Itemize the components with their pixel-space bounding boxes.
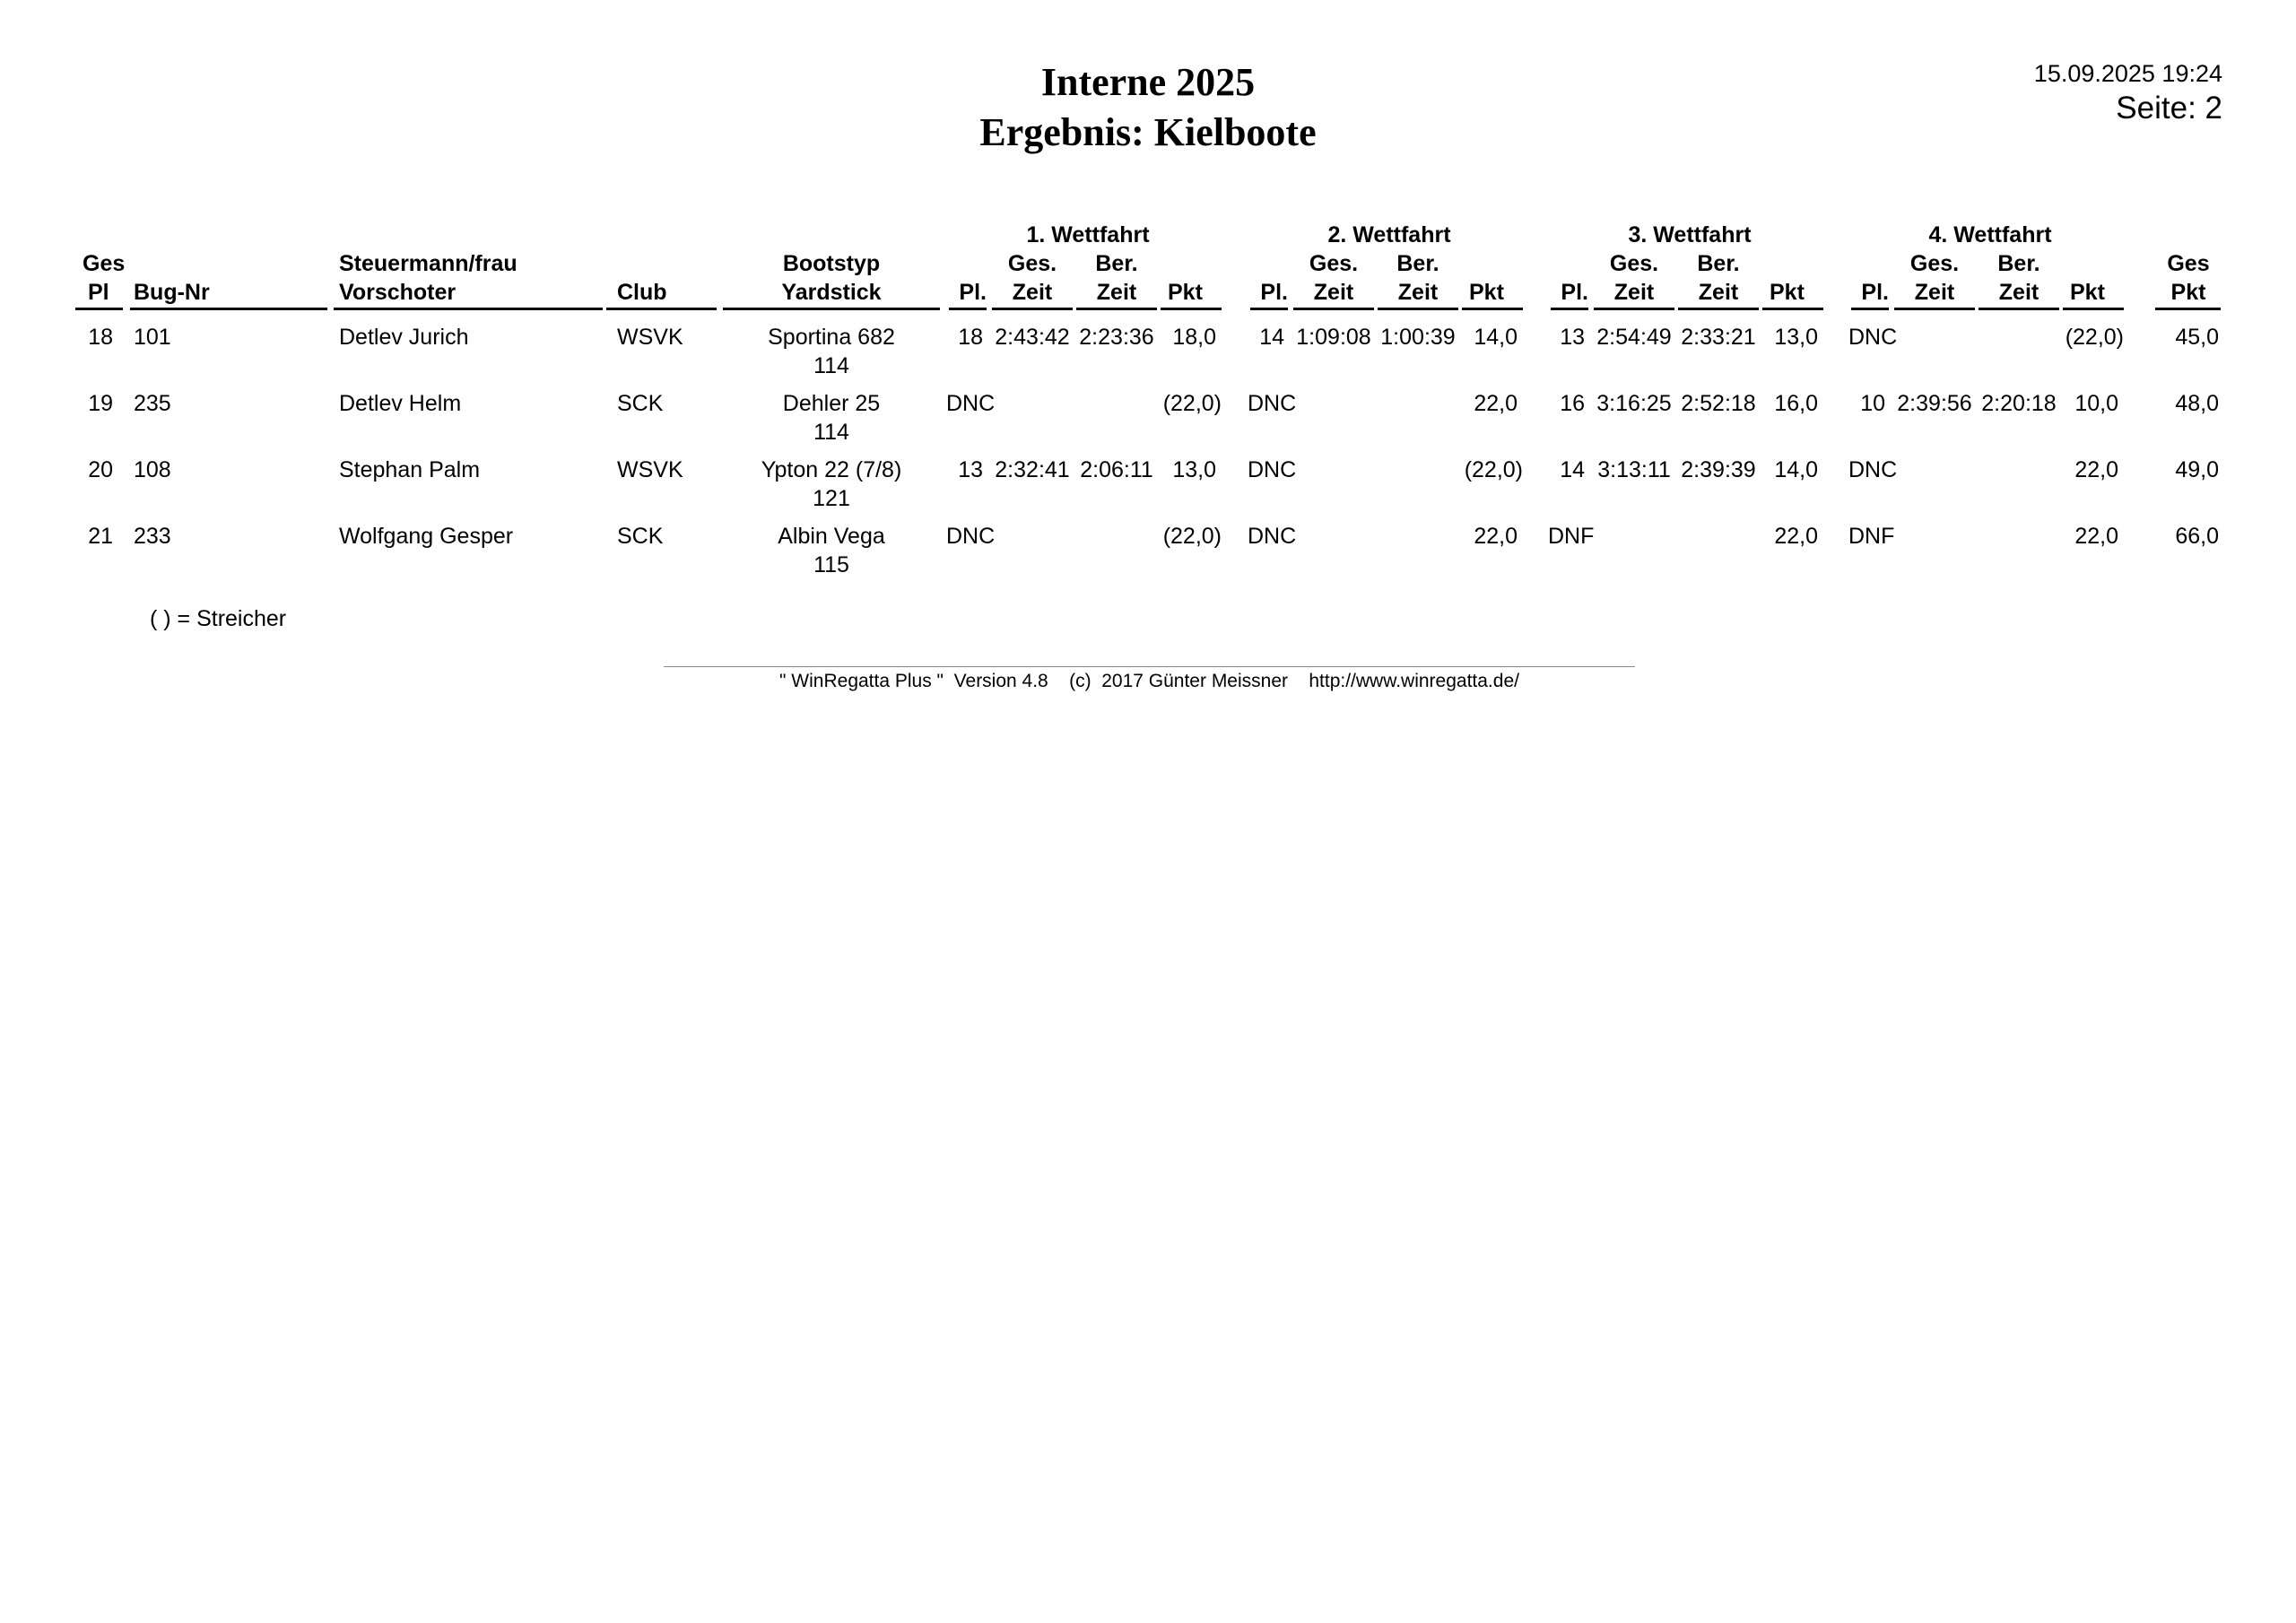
page-title: Interne 2025 (1040, 60, 1256, 104)
race-4-title: 4. Wettfahrt (1928, 222, 2052, 247)
row-sailor-name: Detlev Helm (339, 391, 462, 416)
race-2-header-ber: Ber. (1396, 251, 1439, 276)
row-race-1-points: 18,0 (1172, 325, 1216, 350)
row-race-2-place: DNC (1248, 457, 1297, 482)
header-underline (723, 308, 940, 310)
header-underline (992, 308, 1073, 310)
row-race-4-points: 10,0 (2074, 391, 2118, 416)
race-1-header-pkt: Pkt (1168, 280, 1203, 305)
row-race-3-ges-zeit: 3:16:25 (1596, 391, 1672, 416)
header-underline (1851, 308, 1889, 310)
row-race-3-ges-zeit: 2:54:49 (1596, 325, 1672, 350)
header-steuermann: Steuermann/frau (339, 251, 517, 276)
row-race-4-place: DNF (1848, 524, 1895, 549)
header-underline (75, 308, 123, 310)
row-boat-type: Sportina 682 (768, 325, 895, 350)
race-3-header-ber: Ber. (1697, 251, 1740, 276)
row-race-1-points: (22,0) (1162, 391, 1222, 416)
header-underline (1250, 308, 1288, 310)
race-3-header-ges: Ges. (1609, 251, 1659, 276)
print-date: 15.09.2025 19:24 (2033, 60, 2222, 87)
row-club: SCK (617, 391, 664, 416)
race-4-header-ber-zeit: Zeit (1998, 280, 2039, 305)
row-race-1-place: DNC (946, 391, 996, 416)
race-2-header-ges: Ges. (1309, 251, 1359, 276)
row-race-3-points: 14,0 (1774, 457, 1818, 482)
row-race-3-points: 13,0 (1774, 325, 1818, 350)
row-race-2-points: (22,0) (1464, 457, 1523, 482)
race-4-header-ges-zeit: Zeit (1914, 280, 1955, 305)
row-race-4-points: (22,0) (2065, 325, 2124, 350)
row-bug-nr: 235 (134, 391, 171, 416)
race-3-header-ges-zeit: Zeit (1613, 280, 1655, 305)
race-3-title: 3. Wettfahrt (1628, 222, 1752, 247)
row-race-1-points: (22,0) (1162, 524, 1222, 549)
row-race-4-place: 10 (1860, 391, 1885, 416)
row-total-points: 48,0 (2175, 391, 2219, 416)
race-1-header-pl: Pl. (959, 280, 987, 305)
header-bootstyp: Bootstyp (782, 251, 881, 276)
header-underline (949, 308, 987, 310)
row-boat-type: Albin Vega (778, 524, 885, 549)
row-yardstick: 121 (813, 486, 850, 511)
race-1-header-ges-zeit: Zeit (1012, 280, 1053, 305)
row-sailor-name: Stephan Palm (339, 457, 481, 482)
footer-divider (664, 666, 1635, 667)
header-underline (1161, 308, 1222, 310)
row-race-3-points: 16,0 (1774, 391, 1818, 416)
row-sailor-name: Detlev Jurich (339, 325, 469, 350)
row-race-2-place: DNC (1248, 524, 1297, 549)
header-ges: Ges (83, 251, 126, 276)
race-3-header-ber-zeit: Zeit (1698, 280, 1739, 305)
row-bug-nr: 101 (134, 325, 171, 350)
header-underline (1979, 308, 2059, 310)
header-underline (1762, 308, 1823, 310)
race-2-header-pkt: Pkt (1469, 280, 1504, 305)
row-race-4-points: 22,0 (2074, 524, 2118, 549)
legend-streicher: ( ) = Streicher (150, 606, 287, 631)
header-vorschoter: Vorschoter (339, 280, 457, 305)
race-1-header-ges: Ges. (1007, 251, 1057, 276)
row-total-points: 49,0 (2175, 457, 2219, 482)
header-underline (1594, 308, 1674, 310)
row-race-3-place: DNF (1548, 524, 1595, 549)
row-yardstick: 114 (813, 420, 849, 445)
row-race-1-ges-zeit: 2:43:42 (995, 325, 1070, 350)
race-2-title: 2. Wettfahrt (1327, 222, 1451, 247)
race-4-header-pkt: Pkt (2070, 280, 2105, 305)
row-boat-type: Dehler 25 (782, 391, 881, 416)
header-underline (1076, 308, 1157, 310)
race-4-header-pl: Pl. (1861, 280, 1889, 305)
race-4-header-ber: Ber. (1997, 251, 2040, 276)
page-number: Seite: 2 (2116, 91, 2222, 126)
header-underline (334, 308, 603, 310)
row-club: WSVK (617, 457, 683, 482)
race-1-header-ber: Ber. (1095, 251, 1138, 276)
row-race-3-ber-zeit: 2:33:21 (1681, 325, 1756, 350)
row-boat-type: Ypton 22 (7/8) (761, 457, 902, 482)
header-club: Club (617, 280, 667, 305)
row-race-3-ber-zeit: 2:39:39 (1681, 457, 1756, 482)
row-race-2-ges-zeit: 1:09:08 (1296, 325, 1371, 350)
header-underline (1894, 308, 1975, 310)
header-total-pkt: Pkt (2170, 280, 2206, 305)
row-race-1-place: 18 (958, 325, 983, 350)
row-club: SCK (617, 524, 664, 549)
row-race-2-points: 22,0 (1474, 391, 1518, 416)
race-2-header-pl: Pl. (1260, 280, 1288, 305)
row-race-2-points: 14,0 (1474, 325, 1518, 350)
page-subtitle: Ergebnis: Kielboote (979, 110, 1317, 154)
row-race-1-ber-zeit: 2:23:36 (1079, 325, 1154, 350)
row-race-3-ges-zeit: 3:13:11 (1597, 457, 1671, 482)
row-place: 18 (88, 325, 113, 350)
header-bug-nr: Bug-Nr (134, 280, 210, 305)
row-race-2-ber-zeit: 1:00:39 (1380, 325, 1456, 350)
row-race-3-place: 13 (1560, 325, 1585, 350)
row-race-4-place: DNC (1848, 457, 1898, 482)
header-underline (1551, 308, 1588, 310)
race-2-header-ges-zeit: Zeit (1313, 280, 1354, 305)
header-underline (1678, 308, 1759, 310)
header-underline (130, 308, 327, 310)
footer-credits: " WinRegatta Plus " Version 4.8 (c) 2017 Günter Meissner http://www.winregatta.de/ (779, 671, 1519, 691)
row-race-1-ber-zeit: 2:06:11 (1080, 457, 1153, 482)
row-race-4-ber-zeit: 2:20:18 (1981, 391, 2057, 416)
race-1-title: 1. Wettfahrt (1026, 222, 1150, 247)
header-underline (1462, 308, 1523, 310)
row-club: WSVK (617, 325, 683, 350)
header-underline (1378, 308, 1458, 310)
header-total-ges: Ges (2167, 251, 2210, 276)
row-race-2-place: DNC (1248, 391, 1297, 416)
row-race-1-ges-zeit: 2:32:41 (995, 457, 1070, 482)
header-underline (1293, 308, 1374, 310)
row-bug-nr: 108 (134, 457, 171, 482)
header-yardstick: Yardstick (781, 280, 882, 305)
row-place: 19 (88, 391, 113, 416)
row-race-3-place: 14 (1560, 457, 1585, 482)
row-sailor-name: Wolfgang Gesper (339, 524, 514, 549)
row-race-2-place: 14 (1259, 325, 1284, 350)
row-race-3-ber-zeit: 2:52:18 (1681, 391, 1756, 416)
row-yardstick: 115 (813, 552, 849, 577)
header-pl: Pl (88, 280, 109, 305)
row-yardstick: 114 (813, 353, 849, 378)
row-race-1-place: DNC (946, 524, 996, 549)
row-race-2-points: 22,0 (1474, 524, 1518, 549)
row-race-3-points: 22,0 (1774, 524, 1818, 549)
row-total-points: 45,0 (2175, 325, 2219, 350)
row-race-3-place: 16 (1560, 391, 1585, 416)
row-total-points: 66,0 (2175, 524, 2219, 549)
row-race-1-points: 13,0 (1172, 457, 1216, 482)
row-race-4-ges-zeit: 2:39:56 (1897, 391, 1972, 416)
race-1-header-ber-zeit: Zeit (1096, 280, 1137, 305)
race-2-header-ber-zeit: Zeit (1397, 280, 1439, 305)
row-place: 21 (88, 524, 113, 549)
row-bug-nr: 233 (134, 524, 171, 549)
race-3-header-pl: Pl. (1561, 280, 1588, 305)
header-underline (2155, 308, 2221, 310)
race-4-header-ges: Ges. (1909, 251, 1960, 276)
race-3-header-pkt: Pkt (1770, 280, 1805, 305)
row-place: 20 (88, 457, 113, 482)
row-race-4-place: DNC (1848, 325, 1898, 350)
header-underline (2063, 308, 2124, 310)
row-race-4-points: 22,0 (2074, 457, 2118, 482)
header-underline (606, 308, 717, 310)
row-race-1-place: 13 (958, 457, 983, 482)
